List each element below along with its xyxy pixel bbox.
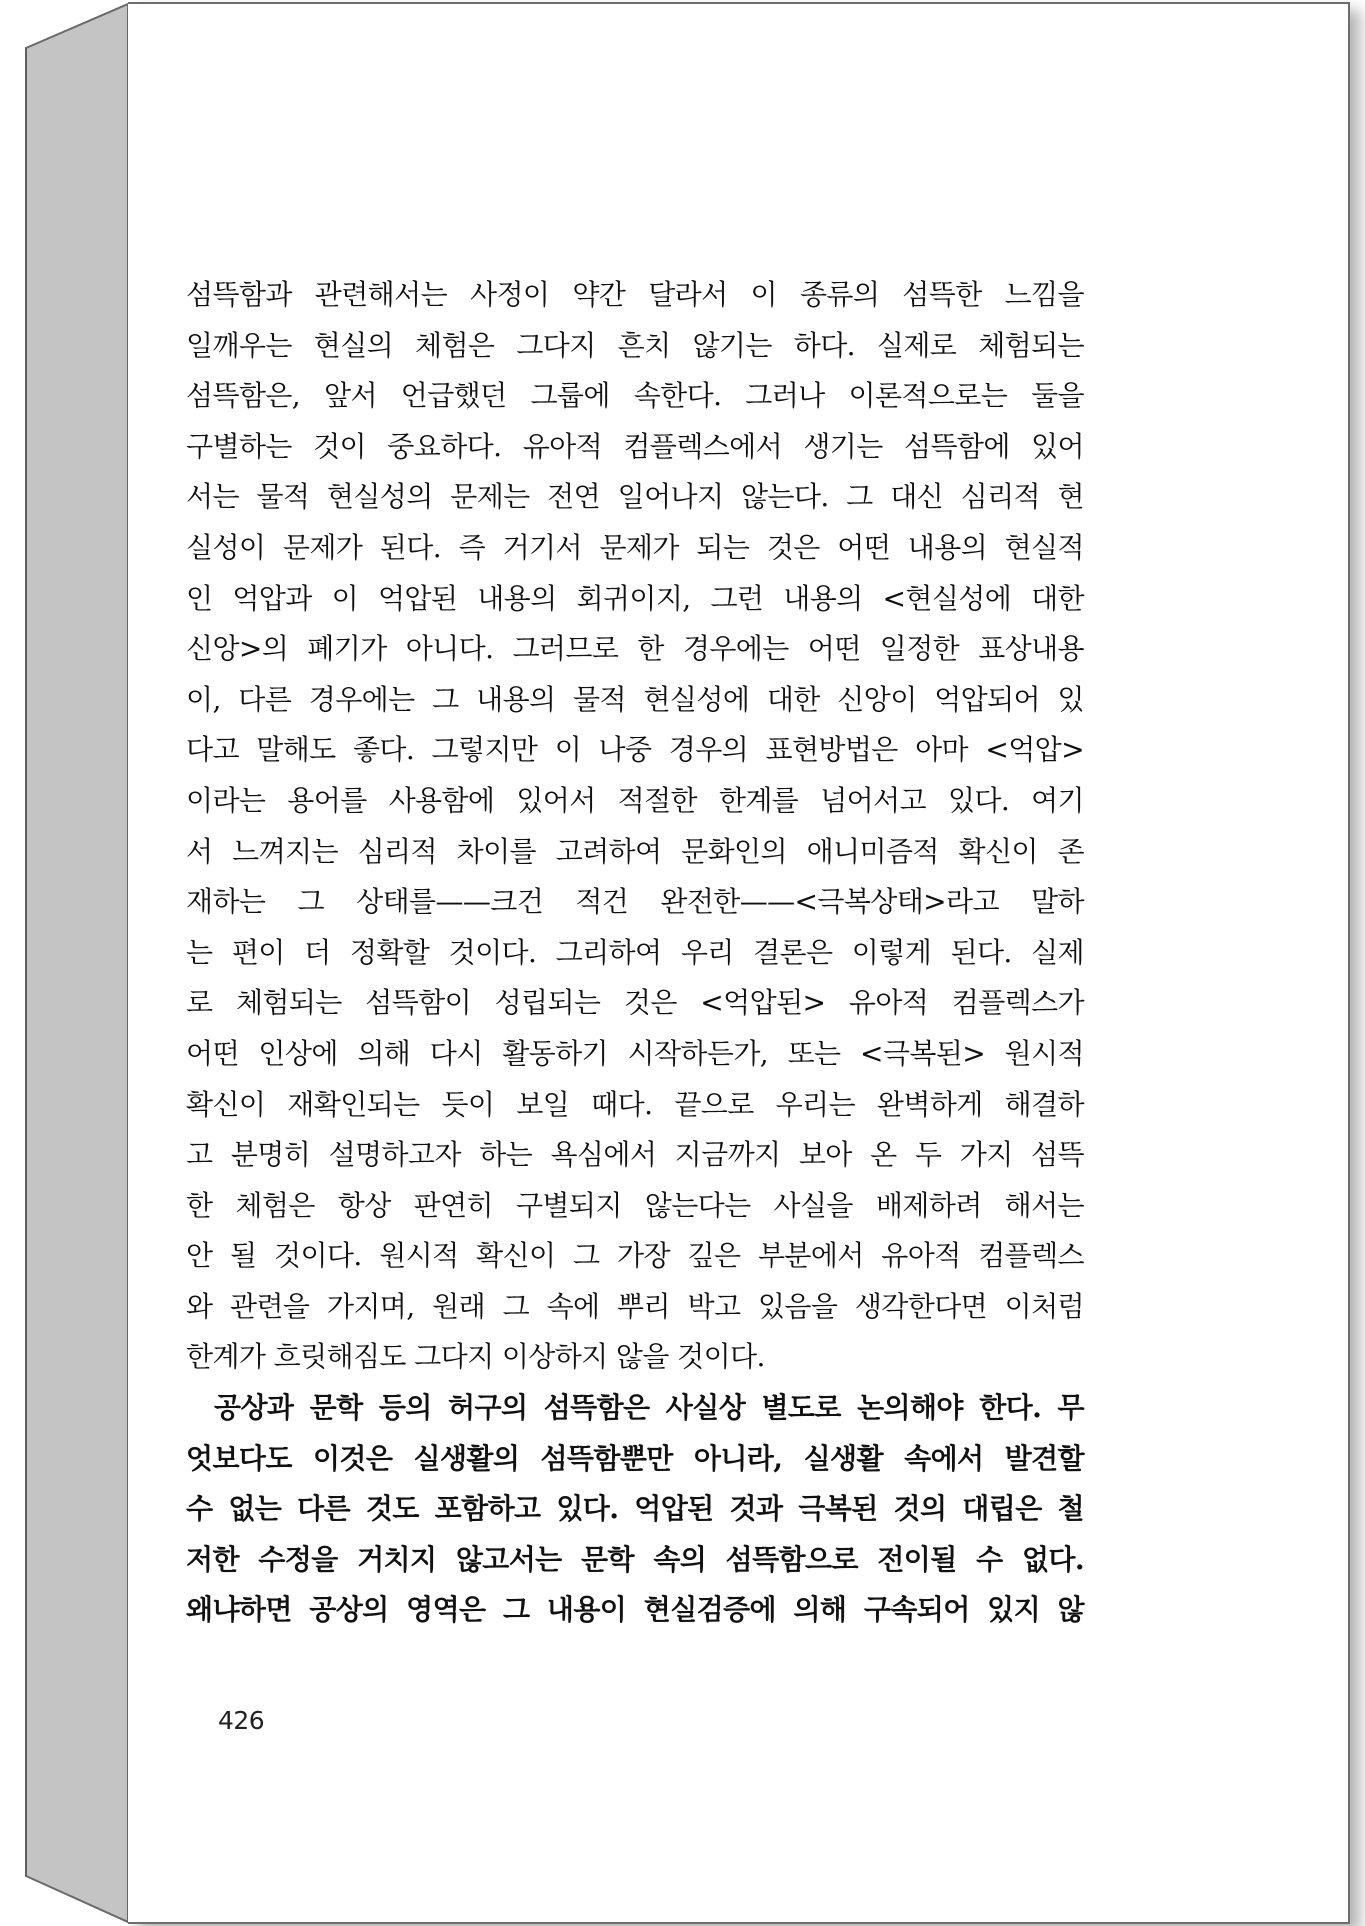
paragraph-1 [186, 270, 1084, 1383]
text-line: 로 체험되는 섬뜩함이 성립되는 것은 <억압된> 유아적 컴플렉스가 [186, 986, 1084, 1020]
text-line: 인 억압과 이 억압된 내용의 회귀이지, 그런 내용의 <현실성에 대한 [186, 581, 1084, 615]
text-line: 고 분명히 설명하고자 하는 욕심에서 지금까지 보아 온 두 가지 섬뜩 [186, 1138, 1084, 1172]
text-line: 저한 수정을 거치지 않고서는 문학 속의 섬뜩함으로 전이될 수 없다. [186, 1542, 1084, 1576]
page-number: 426 [218, 1706, 265, 1735]
book-spine [0, 0, 140, 1926]
text-line: 다고 말해도 좋다. 그렇지만 이 나중 경우의 표현방법은 아마 <억압> [186, 733, 1084, 767]
text-line: 일깨우는 현실의 체험은 그다지 흔치 않기는 하다. 실제로 체험되는 [186, 328, 1084, 362]
text-line: 이, 다른 경우에는 그 내용의 물적 현실성에 대한 신앙이 억압되어 있 [186, 682, 1084, 716]
text-line: 섬뜩함은, 앞서 언급했던 그룹에 속한다. 그러나 이론적으로는 둘을 [186, 379, 1084, 413]
text-line: 서 느껴지는 심리적 차이를 고려하여 문화인의 애니미즘적 확신이 존 [186, 834, 1084, 868]
text-line: 섬뜩함과 관련해서는 사정이 약간 달라서 이 종류의 섬뜩한 느낌을 [186, 278, 1084, 311]
body-text [186, 270, 1084, 1636]
text-line: 신앙>의 폐기가 아니다. 그러므로 한 경우에는 어떤 일정한 표상내용 [186, 632, 1084, 666]
text-line: 한 체험은 항상 판연히 구별되지 않는다는 사실을 배제하려 해서는 [186, 1188, 1084, 1222]
text-line: 수 없는 다른 것도 포함하고 있다. 억압된 것과 극복된 것의 대립은 철 [186, 1492, 1084, 1526]
text-line: 서는 물적 현실성의 문제는 전연 일어나지 않는다. 그 대신 심리적 현 [186, 480, 1084, 514]
text-line: 재하는 그 상태를——크건 적건 완전한——<극복상태>라고 말하 [186, 885, 1084, 919]
text-line: 실성이 문제가 된다. 즉 거기서 문제가 되는 것은 어떤 내용의 현실적 [186, 530, 1084, 564]
text-line: 와 관련을 가지며, 원래 그 속에 뿌리 박고 있음을 생각한다면 이처럼 [186, 1289, 1084, 1323]
book-spine-side [26, 4, 128, 1922]
text-line: 왜냐하면 공상의 영역은 그 내용이 현실검증에 의해 구속되어 있지 않 [186, 1593, 1084, 1627]
text-line: 는 편이 더 정확할 것이다. 그리하여 우리 결론은 이렇게 된다. 실제 [186, 935, 1084, 969]
text-line: 엇보다도 이것은 실생활의 섬뜩함뿐만 아니라, 실생활 속에서 발견할 [186, 1441, 1084, 1475]
text-line: 한계가 흐릿해짐도 그다지 이상하지 않을 것이다. [186, 1340, 765, 1374]
text-line: 안 될 것이다. 원시적 확신이 그 가장 깊은 부분에서 유아적 컴플렉스 [186, 1239, 1084, 1273]
text-line: 구별하는 것이 중요하다. 유아적 컴플렉스에서 생기는 섬뜩함에 있어 [186, 429, 1084, 463]
paragraph-2 [186, 1383, 1084, 1636]
text-line: 확신이 재확인되는 듯이 보일 때다. 끝으로 우리는 완벽하게 해결하 [186, 1087, 1084, 1121]
text-line: 공상과 문학 등의 허구의 섬뜩함은 사실상 별도로 논의해야 한다. 무 [214, 1391, 1084, 1425]
text-line: 어떤 인상에 의해 다시 활동하기 시작하든가, 또는 <극복된> 원시적 [186, 1036, 1084, 1070]
text-line: 이라는 용어를 사용함에 있어서 적절한 한계를 넘어서고 있다. 여기 [186, 783, 1084, 817]
